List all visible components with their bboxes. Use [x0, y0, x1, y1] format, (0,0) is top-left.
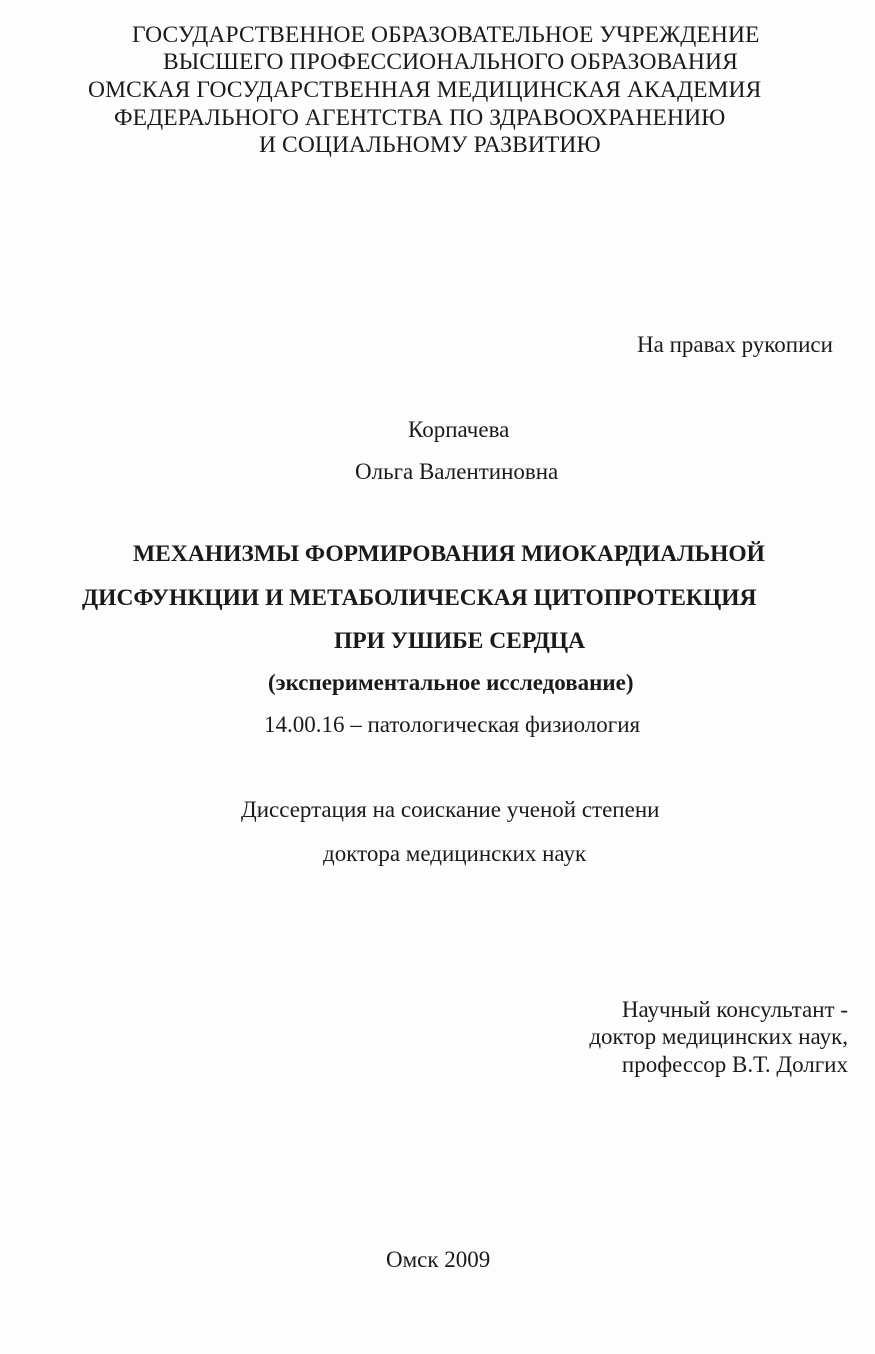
manuscript-note: На правах рукописи [637, 332, 833, 357]
institution-line: ОМСКАЯ ГОСУДАРСТВЕННАЯ МЕДИЦИНСКАЯ АКАДЕМИЯ [88, 77, 762, 103]
institution-line: ФЕДЕРАЛЬНОГО АГЕНТСТВА ПО ЗДРАВООХРАНЕНИЮ [114, 105, 726, 131]
degree-line: Диссертация на соискание ученой степени [241, 797, 660, 822]
specialty-code: 14.00.16 – патологическая физиология [264, 712, 641, 737]
title-line: ПРИ УШИБЕ СЕРДЦА [334, 628, 586, 654]
consultant-line: Научный консультант - [621, 997, 848, 1022]
institution-line: ГОСУДАРСТВЕННОЕ ОБРАЗОВАТЕЛЬНОЕ УЧРЕЖДЕНИЕ [132, 22, 760, 48]
institution-line: И СОЦИАЛЬНОМУ РАЗВИТИЮ [259, 132, 601, 158]
title-line: ДИСФУНКЦИИ И МЕТАБОЛИЧЕСКАЯ ЦИТОПРОТЕКЦИЯ [82, 585, 757, 611]
author-surname: Корпачева [408, 417, 510, 442]
author-given-names: Ольга Валентиновна [355, 459, 559, 484]
title-line: МЕХАНИЗМЫ ФОРМИРОВАНИЯ МИОКАРДИАЛЬНОЙ [133, 541, 765, 567]
consultant-line: доктор медицинских наук, [589, 1024, 848, 1049]
place-year: Омск 2009 [386, 1247, 491, 1272]
consultant-line: профессор В.Т. Долгих [621, 1052, 848, 1077]
title-subtitle: (экспериментальное исследование) [268, 670, 634, 695]
institution-line: ВЫСШЕГО ПРОФЕССИОНАЛЬНОГО ОБРАЗОВАНИЯ [163, 49, 738, 75]
degree-line: доктора медицинских наук [323, 841, 587, 866]
